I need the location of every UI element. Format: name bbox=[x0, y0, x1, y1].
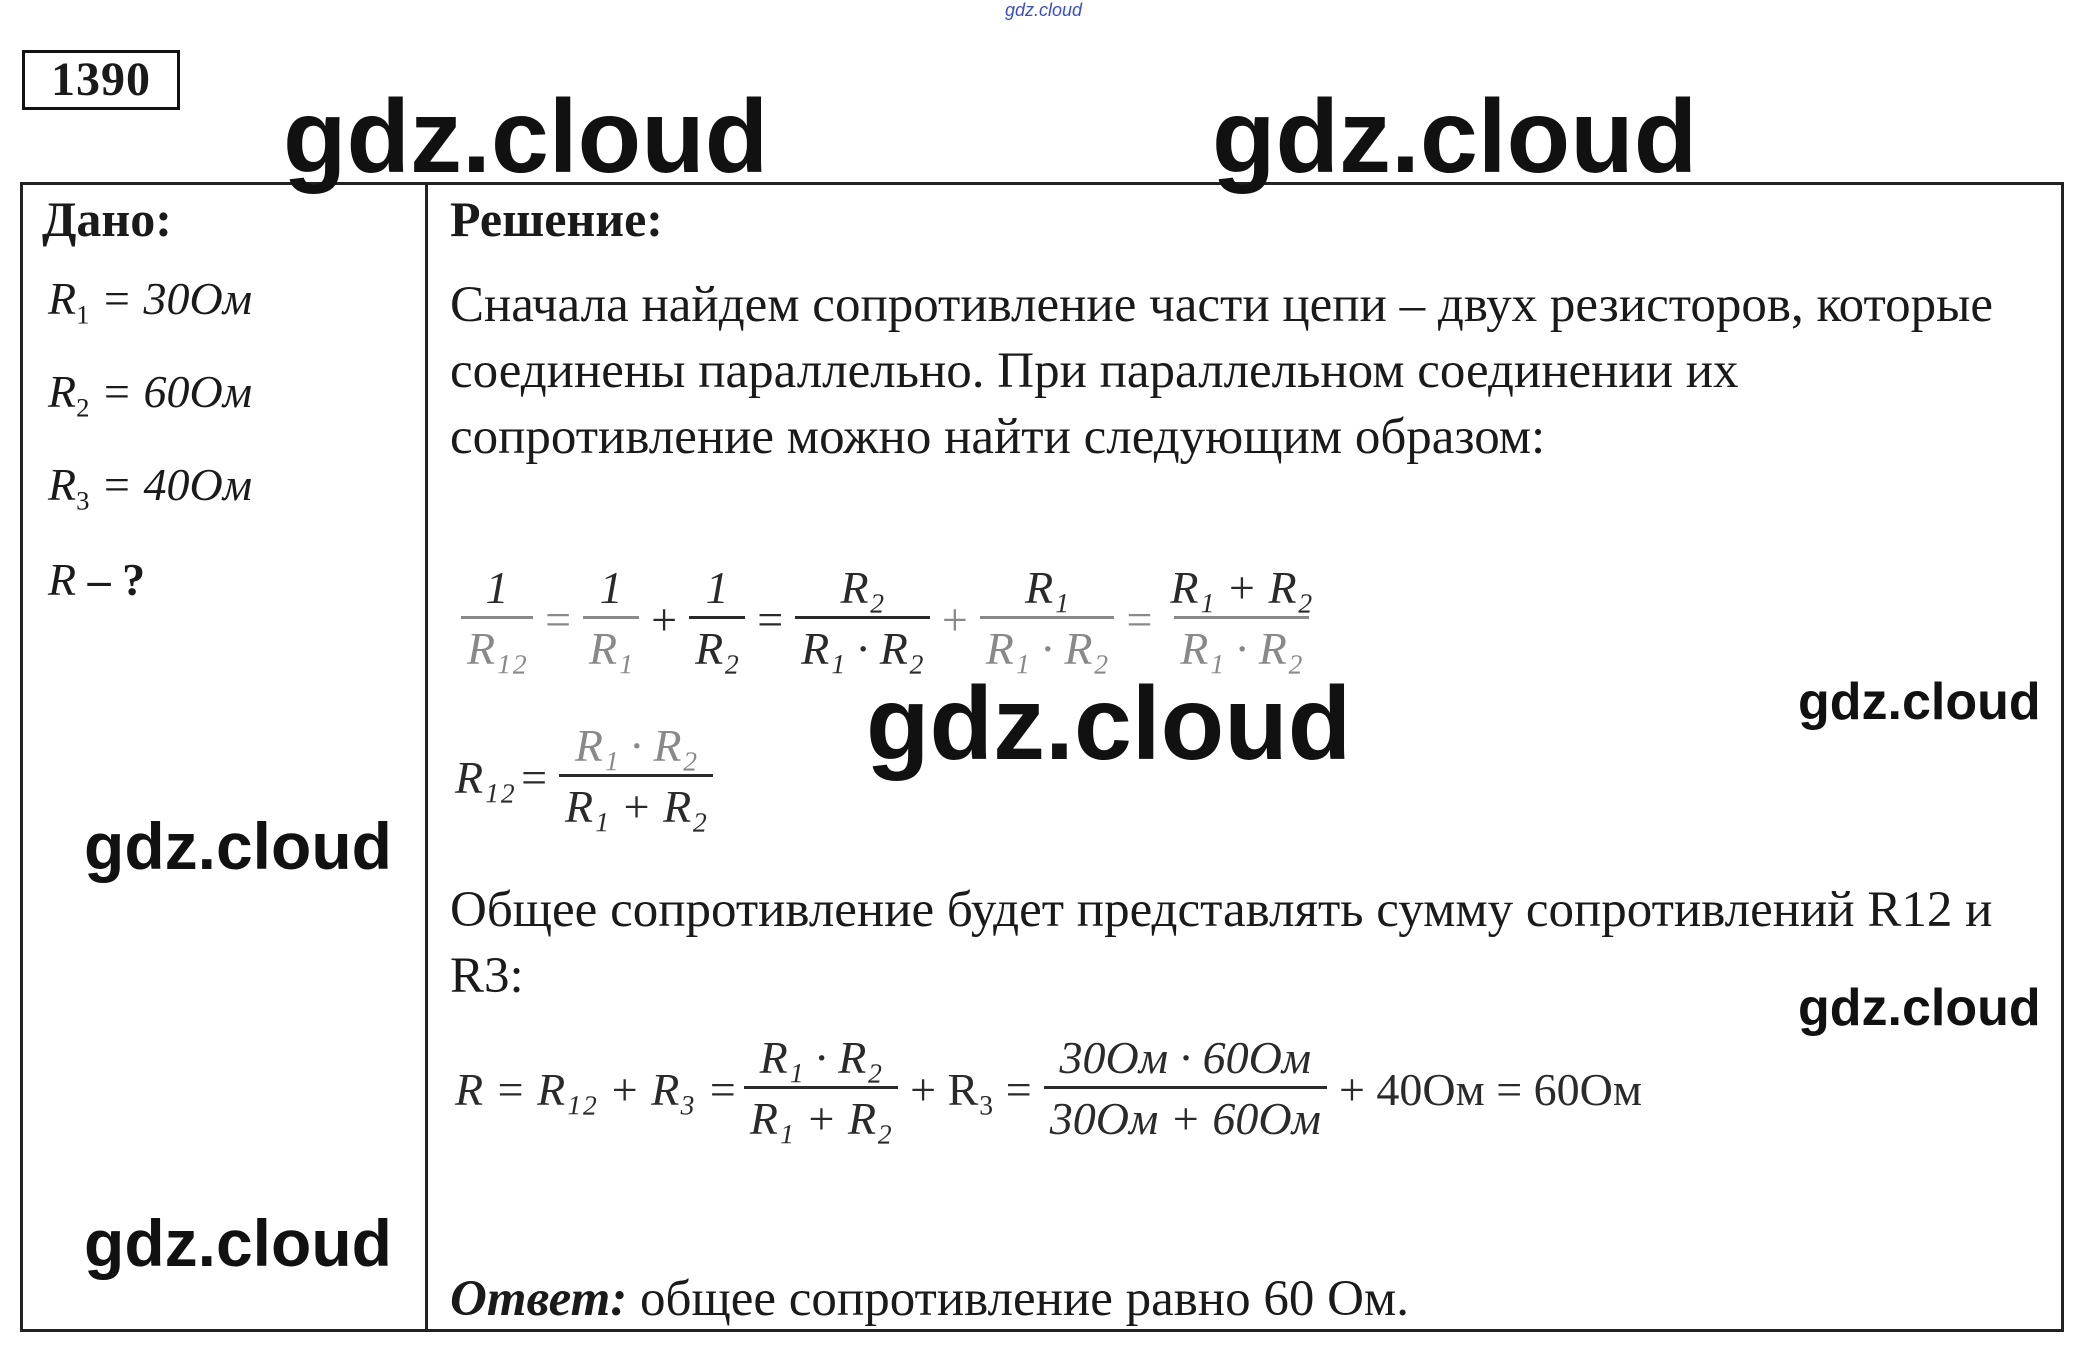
site-mark: gdz.cloud bbox=[1005, 0, 1083, 20]
watermark: gdz.cloud bbox=[84, 809, 392, 883]
answer-label: Ответ: bbox=[450, 1271, 628, 1327]
watermark: gdz.cloud bbox=[866, 666, 1352, 782]
numerator: 30Ом · 60Ом bbox=[1059, 1032, 1312, 1083]
operator: + bbox=[941, 594, 968, 645]
given-subscript: 1 bbox=[76, 299, 90, 330]
fraction bbox=[689, 560, 745, 679]
denominator: R₁ · R₂ bbox=[980, 616, 1115, 679]
given-value: = 60Ом bbox=[89, 366, 253, 417]
fraction bbox=[1044, 1030, 1327, 1149]
denominator: 30Ом + 60Ом bbox=[1044, 1086, 1327, 1149]
given-value: = 30Ом bbox=[89, 273, 253, 324]
watermark: gdz.cloud bbox=[1212, 79, 1698, 195]
numerator: R₂ bbox=[840, 562, 885, 613]
formula-middle: + R₃ = bbox=[910, 1064, 1032, 1115]
given-unknown bbox=[48, 553, 145, 606]
fraction bbox=[461, 560, 533, 679]
column-divider bbox=[425, 182, 428, 1332]
watermark: gdz.cloud bbox=[1798, 979, 2041, 1037]
numerator: 1 bbox=[599, 562, 623, 613]
fraction bbox=[744, 1030, 898, 1149]
operator: + bbox=[651, 594, 678, 645]
denominator: R₁ bbox=[583, 616, 639, 679]
task-number: 1390 bbox=[22, 50, 180, 110]
formula-r12 bbox=[455, 718, 719, 837]
denominator: R₁ + R₂ bbox=[559, 774, 713, 837]
formula-lhs: R = R₁₂ + R₃ = bbox=[455, 1064, 738, 1115]
operator: = bbox=[1126, 594, 1153, 645]
answer bbox=[450, 1270, 1409, 1328]
formula-parallel-sum bbox=[455, 560, 1325, 679]
numerator: R₁ · R₂ bbox=[759, 1032, 883, 1083]
denominator: R₁ · R₂ bbox=[795, 616, 930, 679]
given-title: Дано: bbox=[42, 191, 172, 247]
given-r1 bbox=[48, 272, 252, 330]
watermark: gdz.cloud bbox=[84, 1206, 392, 1280]
solution-title: Решение: bbox=[450, 191, 663, 247]
given-subscript: 2 bbox=[76, 392, 90, 423]
denominator: R₂ bbox=[689, 616, 745, 679]
given-symbol: R bbox=[48, 459, 77, 510]
answer-text: общее сопротивление равно 60 Ом. bbox=[627, 1271, 1409, 1327]
given-value: = 40Ом bbox=[89, 459, 253, 510]
given-r2 bbox=[48, 365, 252, 423]
formula-total bbox=[455, 1030, 1648, 1149]
numerator: 1 bbox=[705, 562, 729, 613]
watermark: gdz.cloud bbox=[1798, 673, 2041, 731]
formula-tail: + 40Ом = 60Ом bbox=[1338, 1064, 1642, 1115]
fraction bbox=[795, 560, 930, 679]
fraction bbox=[1164, 560, 1318, 679]
denominator: R₁ + R₂ bbox=[744, 1086, 898, 1149]
given-subscript: 3 bbox=[76, 485, 90, 516]
solution-paragraph-2: Общее сопротивление будет представлять сумму сопротивлений R12 и R3: bbox=[450, 882, 1993, 1004]
operator: = bbox=[757, 594, 784, 645]
given-r3 bbox=[48, 458, 252, 516]
numerator: R₁ · R₂ bbox=[574, 720, 698, 771]
given-symbol: R bbox=[48, 366, 77, 417]
denominator: R₁ · R₂ bbox=[1174, 616, 1309, 679]
given-symbol: R bbox=[48, 273, 77, 324]
operator: = bbox=[521, 752, 548, 803]
fraction bbox=[980, 560, 1115, 679]
formula-lhs: R₁₂ bbox=[455, 752, 516, 803]
given-value: – ? bbox=[76, 554, 146, 605]
denominator: R₁₂ bbox=[461, 616, 533, 679]
fraction bbox=[583, 560, 639, 679]
given-symbol: R bbox=[48, 554, 77, 605]
fraction bbox=[559, 718, 713, 837]
solution-paragraph-1: Сначала найдем сопротивление части цепи – двух резисторов, которые соединены параллельно. При параллельном соединении их сопротивление можно найти следующим образом: bbox=[450, 277, 1993, 465]
watermark: gdz.cloud bbox=[283, 79, 769, 195]
numerator: R₁ bbox=[1025, 562, 1070, 613]
numerator: 1 bbox=[485, 562, 509, 613]
numerator: R₁ + R₂ bbox=[1170, 562, 1313, 613]
operator: = bbox=[545, 594, 572, 645]
